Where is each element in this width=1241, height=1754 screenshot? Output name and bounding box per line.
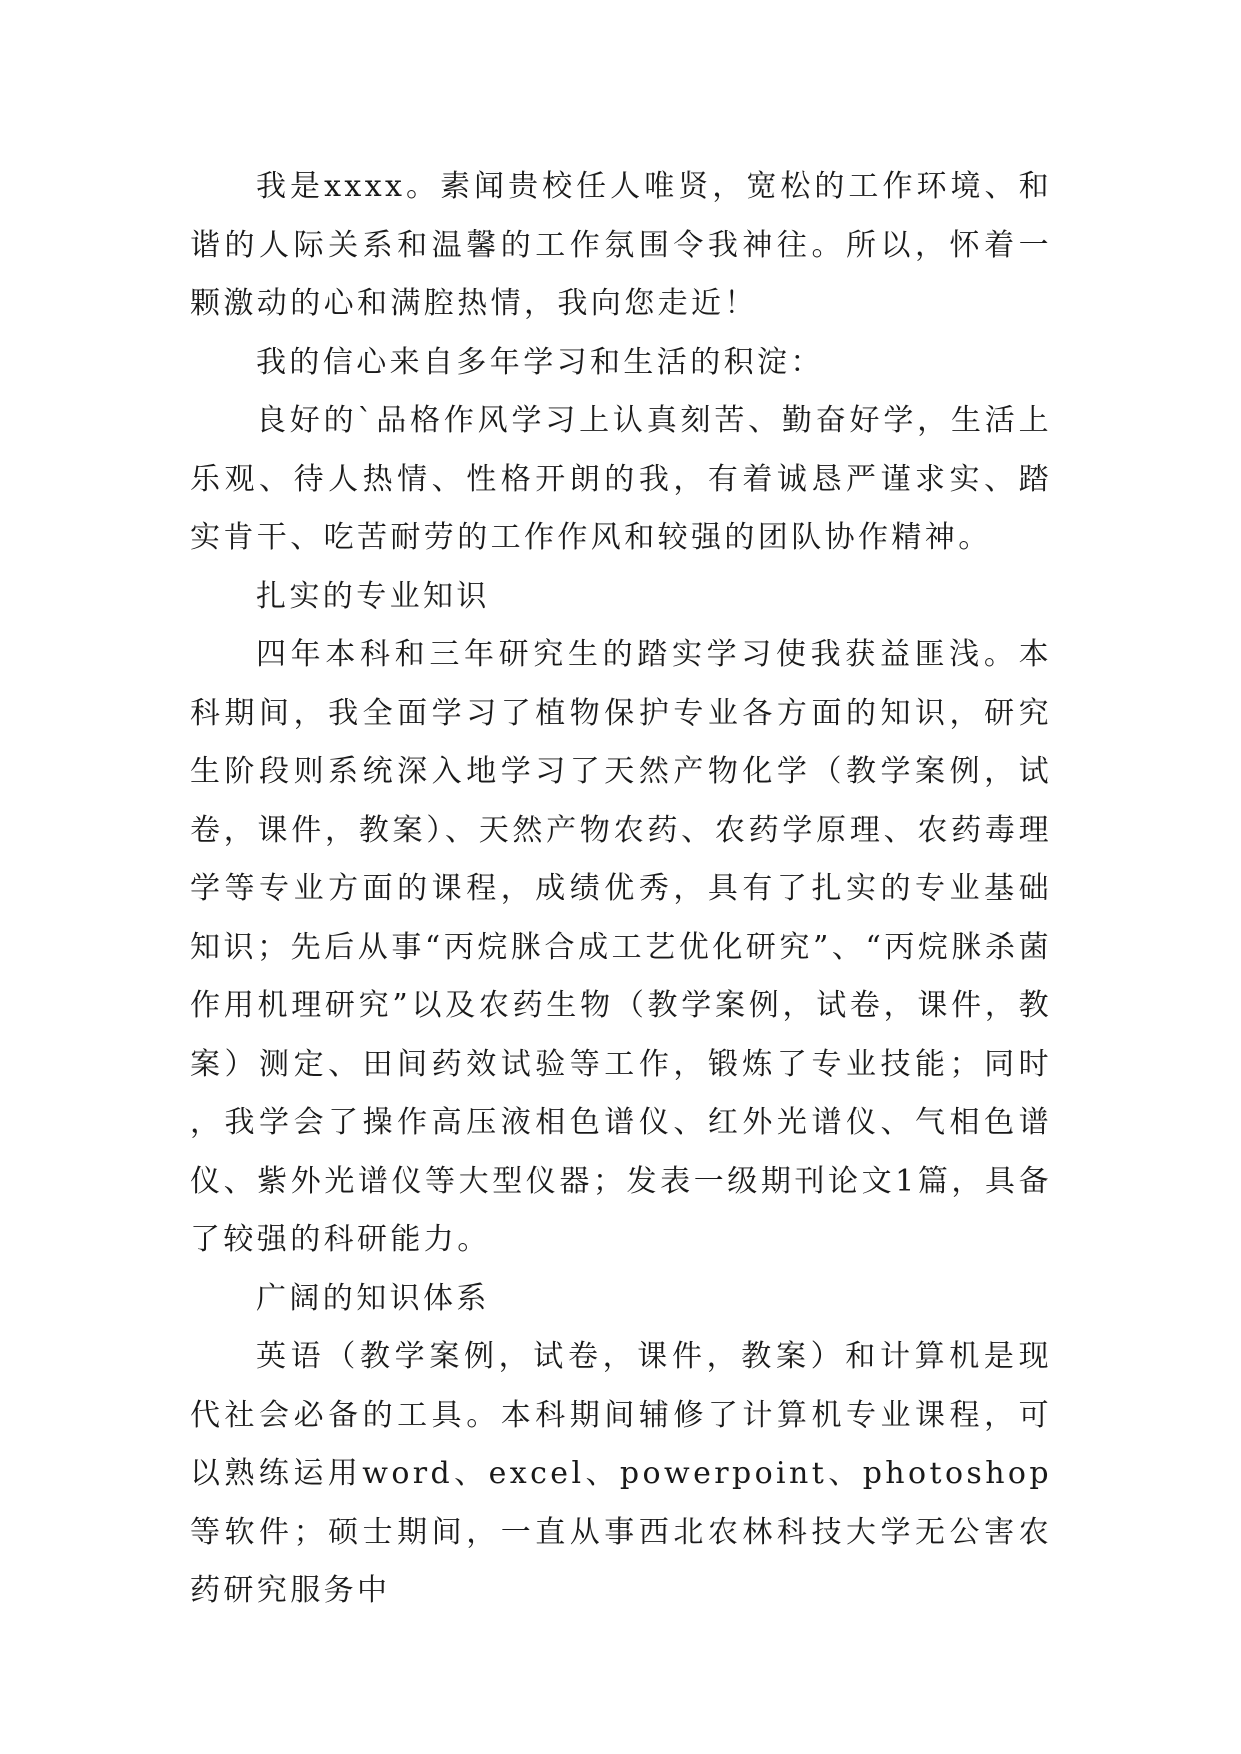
paragraph-confidence: 我的信心来自多年学习和生活的积淀： [256, 344, 824, 380]
document-body [190, 158, 1052, 1621]
paragraph-intro: 我是xxxx。素闻贵校任人唯贤，宽松的工作环境、和谐的人际关系和温馨的工作氛围令我神往。所以，怀着一颗激动的心和满腔热情，我向您走近！ [190, 169, 1052, 321]
heading-professional-knowledge: 扎实的专业知识 [256, 578, 490, 614]
paragraph-character: 良好的`品格作风学习上认真刻苦、勤奋好学，生活上乐观、待人热情、性格开朗的我，有着诚恳严谨求实、踏实肯干、吃苦耐劳的工作作风和较强的团队协作精神。 [190, 403, 1052, 555]
paragraph-skills: 英语（教学案例，试卷，课件，教案）和计算机是现代社会必备的工具。本科期间辅修了计算机专业课程，可以熟练运用word、excel、powerpoint、photoshop等软件；硕士期间，一直从事西北农林科技大学无公害农药研究服务中 [190, 1339, 1052, 1608]
paragraph-study-experience: 四年本科和三年研究生的踏实学习使我获益匪浅。本科期间，我全面学习了植物保护专业各方面的知识，研究生阶段则系统深入地学习了天然产物化学（教学案例，试卷，课件，教案）、天然产物农药、农药学原理、农药毒理学等专业方面的课程，成绩优秀，具有了扎实的专业基础知识；先后从事“丙烷脒合成工艺优化研究”、“丙烷脒杀菌作用机理研究”以及农药生物（教学案例，试卷，课件，教案）测定、田间药效试验等工作，锻炼了专业技能；同时，我学会了操作高压液相色谱仪、红外光谱仪、气相色谱仪、紫外光谱仪等大型仪器；发表一级期刊论文1篇，具备了较强的科研能力。 [190, 637, 1052, 1257]
heading-knowledge-system: 广阔的知识体系 [256, 1280, 490, 1316]
